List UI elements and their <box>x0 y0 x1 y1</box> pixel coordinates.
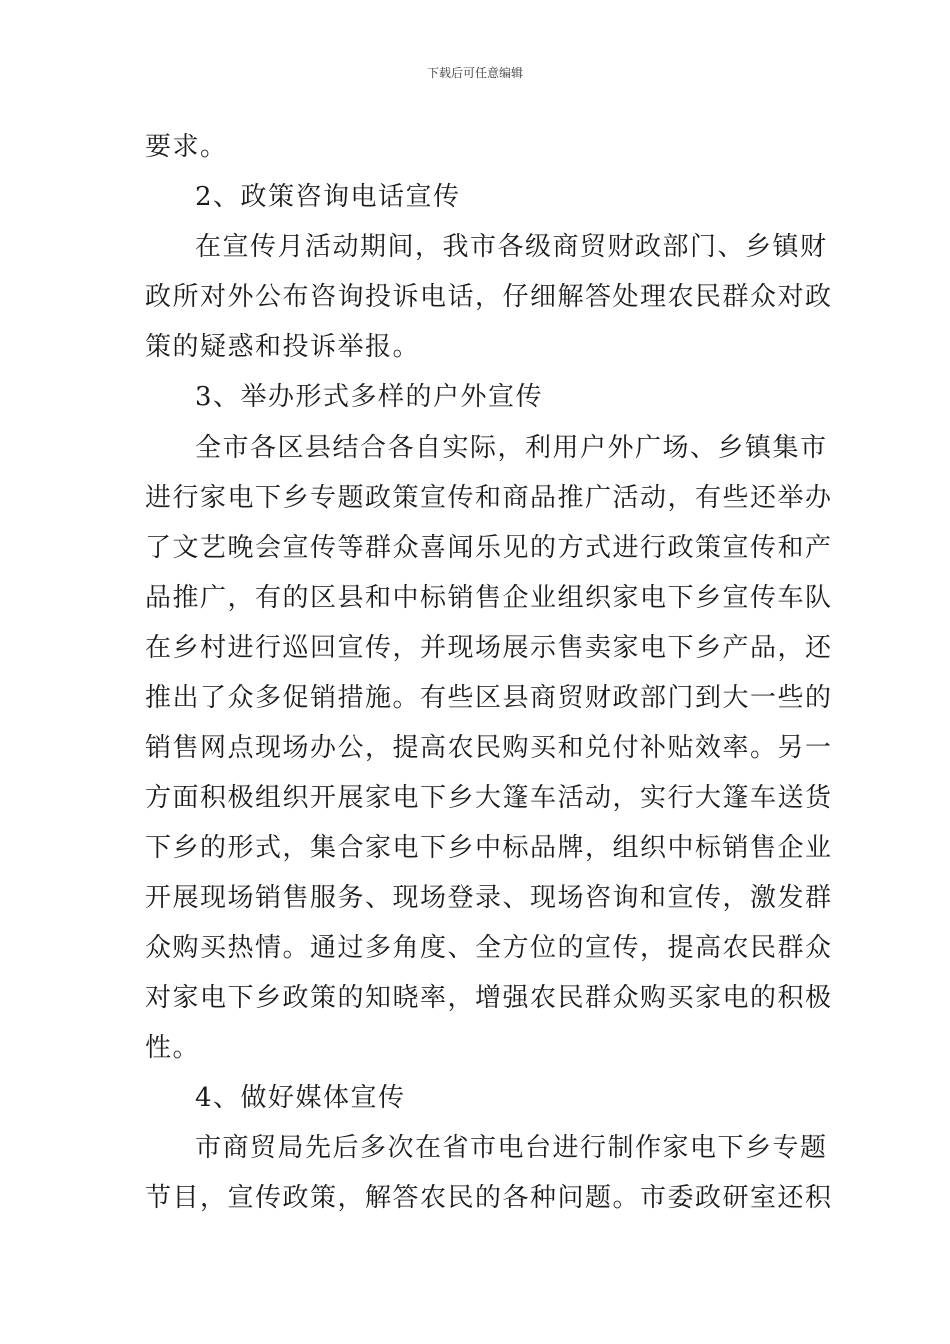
text-line: 要求。 <box>145 132 228 162</box>
section-heading: 2、政策咨询电话宣传 <box>195 182 461 212</box>
text-line: 进行家电下乡专题政策宣传和商品推广活动，有些还举办 <box>145 483 833 513</box>
text-line: 推出了众多促销措施。有些区县商贸财政部门到大一些的 <box>145 683 833 713</box>
text-line: 对家电下乡政策的知晓率，增强农民群众购买家电的积极 <box>145 983 833 1013</box>
text-line: 在乡村进行巡回宣传，并现场展示售卖家电下乡产品，还 <box>145 633 833 663</box>
text-line: 政所对外公布咨询投诉电话，仔细解答处理农民群众对政 <box>145 282 833 312</box>
text-line: 市商贸局先后多次在省市电台进行制作家电下乡专题 <box>195 1133 828 1163</box>
section-heading: 3、举办形式多样的户外宣传 <box>195 382 544 412</box>
text-line: 节目，宣传政策，解答农民的各种问题。市委政研室还积 <box>145 1183 833 1213</box>
text-line: 全市各区县结合各自实际，利用户外广场、乡镇集市 <box>195 433 828 463</box>
text-line: 众购买热情。通过多角度、全方位的宣传，提高农民群众 <box>145 933 833 963</box>
text-line: 策的疑惑和投诉举报。 <box>145 332 421 362</box>
text-line: 下乡的形式，集合家电下乡中标品牌，组织中标销售企业 <box>145 833 833 863</box>
page-header: 下载后可任意编辑 <box>426 66 523 80</box>
text-line: 了文艺晚会宣传等群众喜闻乐见的方式进行政策宣传和产 <box>145 533 833 563</box>
text-line: 性。 <box>145 1033 201 1063</box>
section-heading: 4、做好媒体宣传 <box>195 1083 406 1113</box>
text-line: 开展现场销售服务、现场登录、现场咨询和宣传，激发群 <box>145 883 833 913</box>
text-line: 方面积极组织开展家电下乡大篷车活动，实行大篷车送货 <box>145 783 833 813</box>
text-line: 销售网点现场办公，提高农民购买和兑付补贴效率。另一 <box>145 733 833 763</box>
text-line: 品推广，有的区县和中标销售企业组织家电下乡宣传车队 <box>145 583 833 613</box>
text-line: 在宣传月活动期间，我市各级商贸财政部门、乡镇财 <box>195 232 828 262</box>
